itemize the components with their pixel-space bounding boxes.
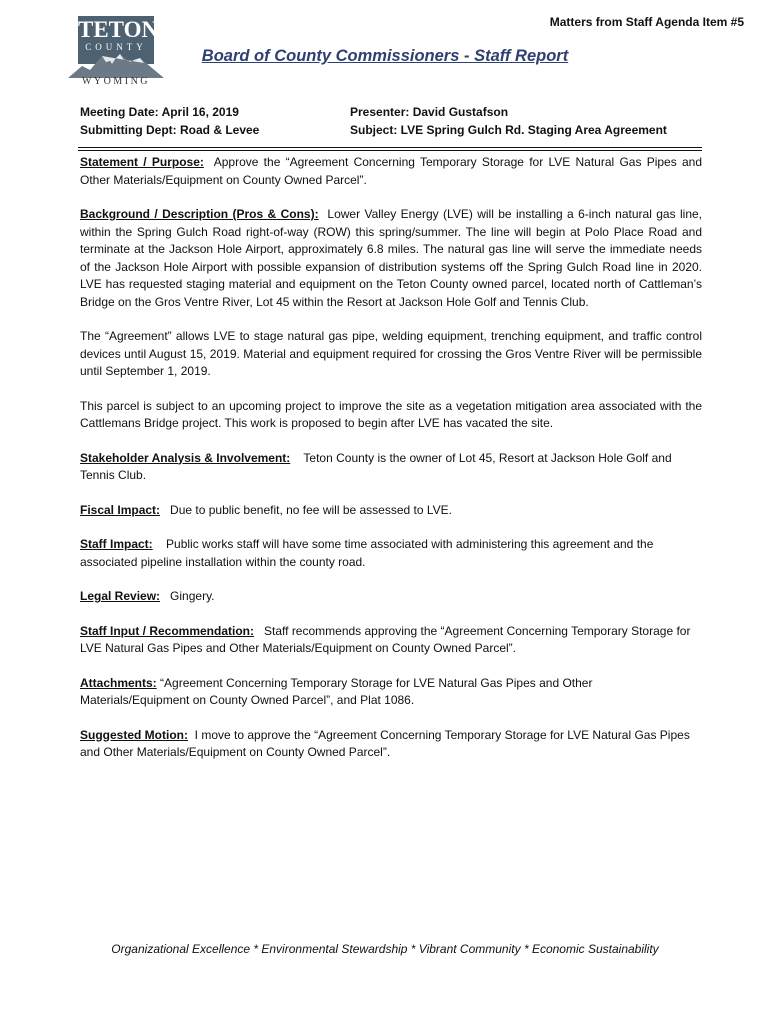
stakeholder-text: Teton County is the owner of Lot 45, Resort at Jackson Hole Golf and Tennis Club. bbox=[80, 450, 672, 482]
stakeholder-section bbox=[80, 450, 702, 485]
submitting-dept: Submitting Dept: Road & Levee bbox=[80, 123, 260, 137]
recommendation-section bbox=[80, 623, 702, 658]
motion-text: I move to approve the “Agreement Concerning Temporary Storage for LVE Natural Gas Pipes and Other Materials/Equipment on County Owned Parcel”. bbox=[80, 727, 690, 759]
report-title: Board of County Commissioners - Staff Report bbox=[201, 47, 569, 65]
header-divider-top bbox=[78, 147, 702, 148]
report-body bbox=[80, 154, 702, 779]
legal-text: Gingery. bbox=[170, 589, 215, 603]
motion-section bbox=[80, 727, 702, 762]
meeting-date: Meeting Date: April 16, 2019 bbox=[80, 105, 239, 119]
legal-section bbox=[80, 588, 702, 606]
statement-text: Approve the “Agreement Concerning Temporary Storage for LVE Natural Gas Pipes and Other Materials/Equipment on County Owned Parcel”. bbox=[80, 155, 703, 187]
logo-county-text: COUNTY bbox=[85, 42, 147, 52]
parcel-paragraph: This parcel is subject to an upcoming project to improve the site as a vegetation mitigation area associated with the Cattlemans Bridge project. This work is proposed to begin after LVE has vacated the site. bbox=[80, 398, 702, 430]
logo-wyoming-text: WYOMING bbox=[81, 76, 151, 87]
logo-teton-text: TETON bbox=[78, 17, 159, 42]
staff-impact-label: Staff Impact: bbox=[80, 537, 153, 551]
agreement-paragraph: The “Agreement” allows LVE to stage natural gas pipe, welding equipment, trenching equipment, and traffic control devices until August 15, 2019. Material and equipment required for crossing the Gros Ventre River will be permissible until September 1, 2019. bbox=[80, 329, 702, 378]
statement-label: Statement / Purpose: bbox=[80, 155, 204, 169]
staff-impact-text: Public works staff will have some time associated with administering this agreement and the associated pipeline installation within the county road. bbox=[80, 537, 654, 569]
fiscal-section bbox=[80, 502, 702, 520]
recommendation-text: Staff recommends approving the “Agreement Concerning Temporary Storage for LVE Natural Gas Pipes and Other Materials/Equipment on County Owned Parcel”. bbox=[80, 623, 691, 655]
meta-right bbox=[350, 103, 667, 139]
subject: Subject: LVE Spring Gulch Rd. Staging Area Agreement bbox=[350, 123, 667, 137]
recommendation-label: Staff Input / Recommendation: bbox=[80, 623, 254, 638]
attachments-section bbox=[80, 675, 702, 710]
staff-impact-section bbox=[80, 536, 702, 571]
motion-label: Suggested Motion: bbox=[80, 727, 188, 742]
stakeholder-label: Stakeholder Analysis & Involvement: bbox=[80, 450, 291, 465]
header-divider-bottom bbox=[78, 150, 702, 151]
presenter: Presenter: David Gustafson bbox=[350, 105, 509, 119]
background-text: Lower Valley Energy (LVE) will be installing a 6-inch natural gas line, within the Spring Gulch Road right-of-way (ROW) this spring/summer. The line will begin at Polo Place Road and terminate at the Jackson Hole Airport, approximately 6.8 miles. The natural gas line will serve the immediate needs of the Jackson Hole Airport with possible expansion of distribution systems off the Spring Gulch Road line in 2020. LVE has requested staging material and equipment on the Teton County owned parcel, located north of Cattleman’s Bridge on the Gros Ventre River, Lot 45 within the Resort at Jackson Hole Golf and Tennis Club. bbox=[80, 207, 703, 309]
background-section bbox=[80, 206, 702, 311]
background-label: Background / Description (Pros & Cons): bbox=[80, 207, 319, 221]
footer-tagline: Organizational Excellence * Environmental Stewardship * Vibrant Community * Economic Sustainability bbox=[111, 942, 659, 956]
fiscal-text: Due to public benefit, no fee will be assessed to LVE. bbox=[170, 502, 452, 517]
attachments-label: Attachments: bbox=[80, 675, 157, 690]
attachments-text: “Agreement Concerning Temporary Storage for LVE Natural Gas Pipes and Other Materials/Equipment on County Owned Parcel”, and Plat 1086. bbox=[80, 675, 593, 707]
fiscal-label: Fiscal Impact: bbox=[80, 502, 161, 517]
statement-section bbox=[80, 154, 702, 189]
meta-left bbox=[80, 103, 259, 139]
agenda-item-label: Matters from Staff Agenda Item #5 bbox=[549, 15, 744, 29]
legal-label: Legal Review: bbox=[80, 589, 161, 603]
